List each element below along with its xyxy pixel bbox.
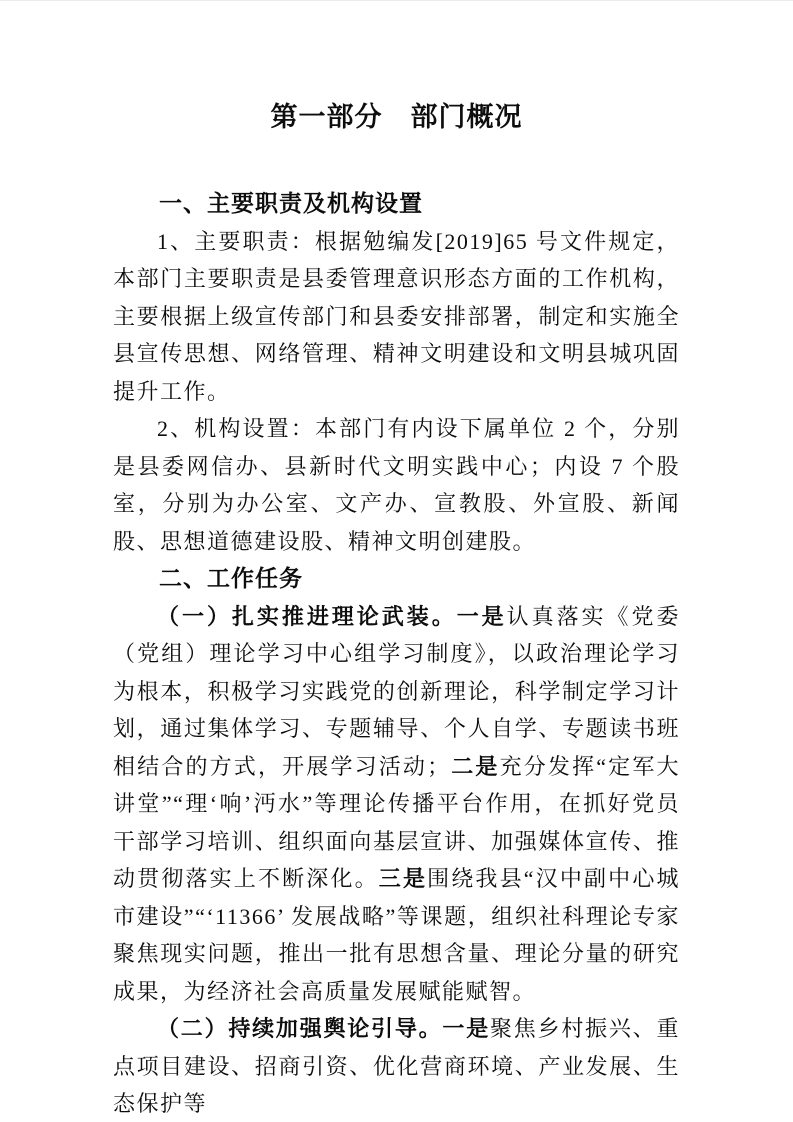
task2-lead-bold: （二）持续加强舆论引导。: [157, 1016, 443, 1041]
task1-lead-bold: （一）扎实推进理论武装。: [157, 603, 457, 629]
document-title: 第一部分 部门概况: [270, 102, 523, 132]
task1-marker-first: 一是: [456, 603, 507, 629]
task2-text-first: 聚焦乡村振兴、重点项目建设、招商引资、优化营商环境、产业发展、生态保护等: [113, 1016, 680, 1116]
task2-marker-first: 一是: [442, 1016, 490, 1041]
paragraph-task-theory: [113, 598, 680, 1011]
paragraph-org-setup: 2、机构设置：本部门有内设下属单位 2 个，分别是县委网信办、县新时代文明实践中心；内设 7 个股室，分别为办公室、文产办、宣教股、外宣股、新闻股、思想道德建设股、精神文明创建股。: [113, 416, 680, 554]
document-body: [113, 185, 680, 1122]
task1-marker-second: 二是: [450, 753, 500, 779]
task1-text-first: 认真落实《党委（党组）理论学习中心组学习制度》，以政治理论学习为根本，积极学习实践党的创新理论，科学制定学习计划，通过集体学习、专题辅导、个人自学、专题读书班相结合的方式，开展学习活动；: [113, 603, 680, 779]
task1-text-third: 围绕我县“汉中副中心城市建设”“‘11366’ 发展战略”等课题，组织社科理论专家聚焦现实问题，推出一批有思想含量、理论分量的研究成果，为经济社会高质量发展赋能赋智。: [113, 866, 680, 1004]
task1-text-second: 充分发挥“定军大讲堂”“理‘响’沔水”等理论传播平台作用，在抓好党员干部学习培训、组织面向基层宣讲、加强媒体宣传、推动贯彻落实上不断深化。: [113, 753, 680, 891]
paragraph-main-duties: 1、主要职责：根据勉编发[2019]65 号文件规定，本部门主要职责是县委管理意识形态方面的工作机构，主要根据上级宣传部门和县委安排部署，制定和实施全县宣传思想、网络管理、精神文明建设和文明县城巩固提升工作。: [113, 228, 680, 404]
section-heading-work-tasks: 二、工作任务: [159, 565, 303, 591]
task1-marker-third: 三是: [378, 866, 428, 891]
section-heading-main-duties: 一、主要职责及机构设置: [159, 190, 423, 216]
paragraph-task-publicity: [113, 1010, 680, 1122]
